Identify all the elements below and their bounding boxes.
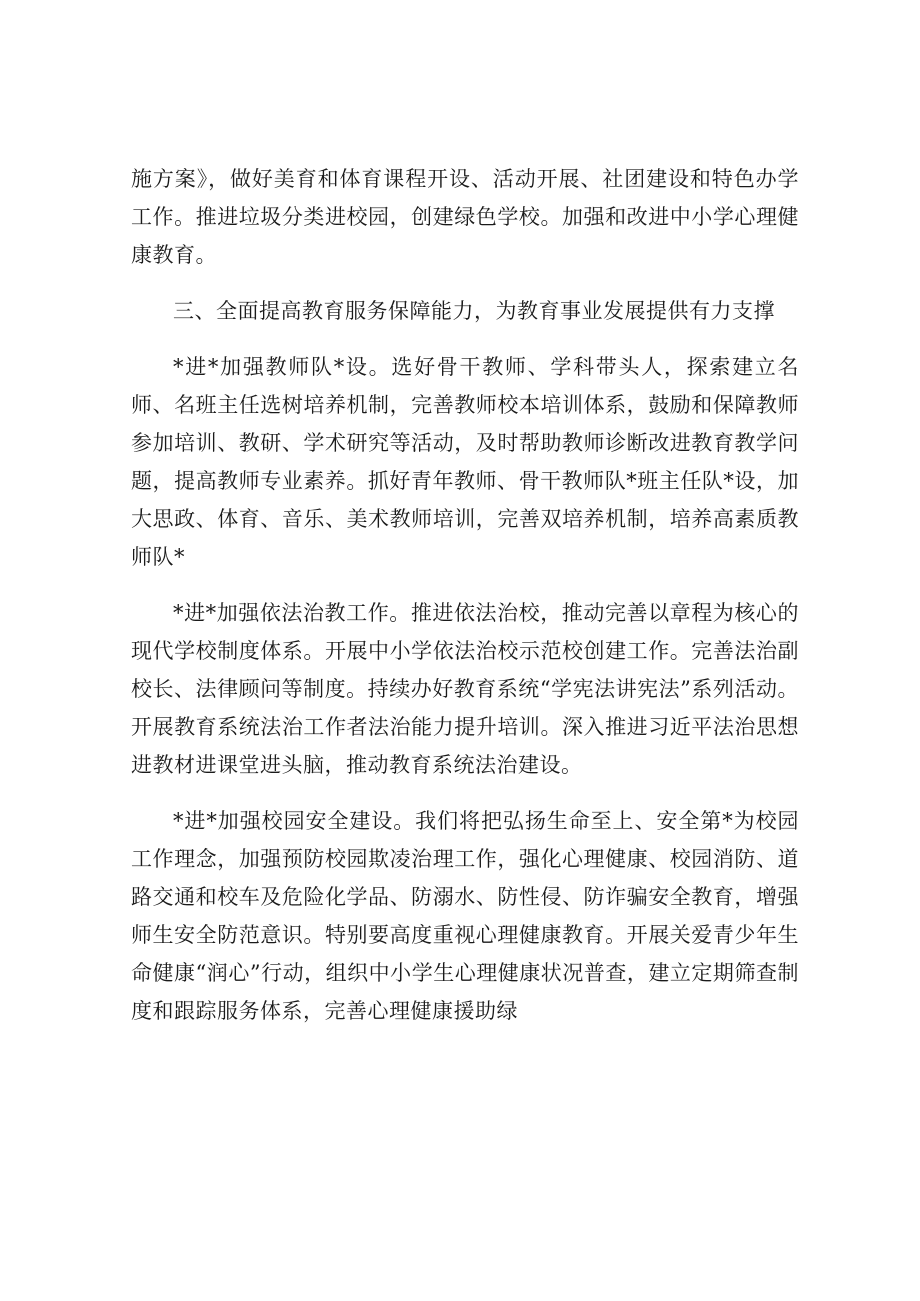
- paragraph-teacher-team: *进*加强教师队*设。选好骨干教师、学科带头人，探索建立名师、名班主任选树培养机制，完善教师校本培训体系，鼓励和保障教师参加培训、教研、学术研究等活动，及时帮助教师诊断改进教育教学问题，提高教师专业素养。抓好青年教师、骨干教师队*班主任队*设，加大思政、体育、音乐、美术教师培训，完善双培养机制，培养高素质教师队*: [131, 355, 799, 569]
- document-body: [131, 160, 799, 1030]
- paragraph-continuation: 施方案》，做好美育和体育课程开设、活动开展、社团建设和特色办学工作。推进垃圾分类进校园，创建绿色学校。加强和改进中小学心理健康教育。: [131, 167, 799, 267]
- paragraph-campus-safety: *进*加强校园安全建设。我们将把弘扬生命至上、安全第*为校园工作理念，加强预防校园欺凌治理工作，强化心理健康、校园消防、道路交通和校车及危险化学品、防溺水、防性侵、防诈骗安全教育，增强师生安全防范意识。特别要高度重视心理健康教育。开展关爱青少年生命健康“润心”行动，组织中小学生心理健康状况普查，建立定期筛查制度和跟踪服务体系，完善心理健康援助绿: [131, 809, 799, 1023]
- paragraph-rule-of-law: *进*加强依法治教工作。推进依法治校，推动完善以章程为核心的现代学校制度体系。开展中小学依法治校示范校创建工作。完善法治副校长、法律顾问等制度。持续办好教育系统“学宪法讲宪法”系列活动。开展教育系统法治工作者法治能力提升培训。深入推进习近平法治思想进教材进课堂进头脑，推动教育系统法治建设。: [131, 601, 799, 777]
- section-heading: 三、全面提高教育服务保障能力，为教育事业发展提供有力支撑: [173, 299, 775, 323]
